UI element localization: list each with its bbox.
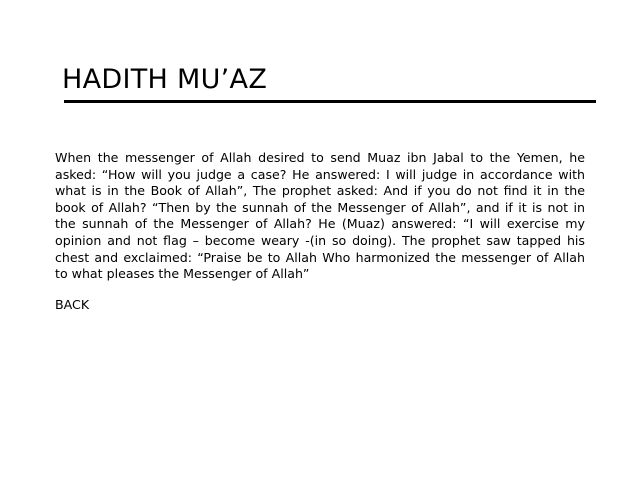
title-underline [64,100,596,103]
slide-title: HADITH MU’AZ [62,64,268,95]
back-link[interactable]: BACK [55,297,90,312]
hadith-text: When the messenger of Allah desired to send Muaz ibn Jabal to the Yemen, he asked: “How will you judge a case? He answered: I will judge in accordance with what is in the Book of Allah”, The prophet asked: And if you do not find it in the book of Allah? “Then by the sunnah of the Messenger of Allah”, and if it is not in the sunnah of the Messenger of Allah? He (Muaz) answered: “I will exercise my opinion and not flag – become weary -(in so doing). The prophet saw tapped his chest and exclaimed: “Praise be to Allah Who harmonized the messenger of Allah to what pleases the Messenger of Allah” [55,150,585,282]
